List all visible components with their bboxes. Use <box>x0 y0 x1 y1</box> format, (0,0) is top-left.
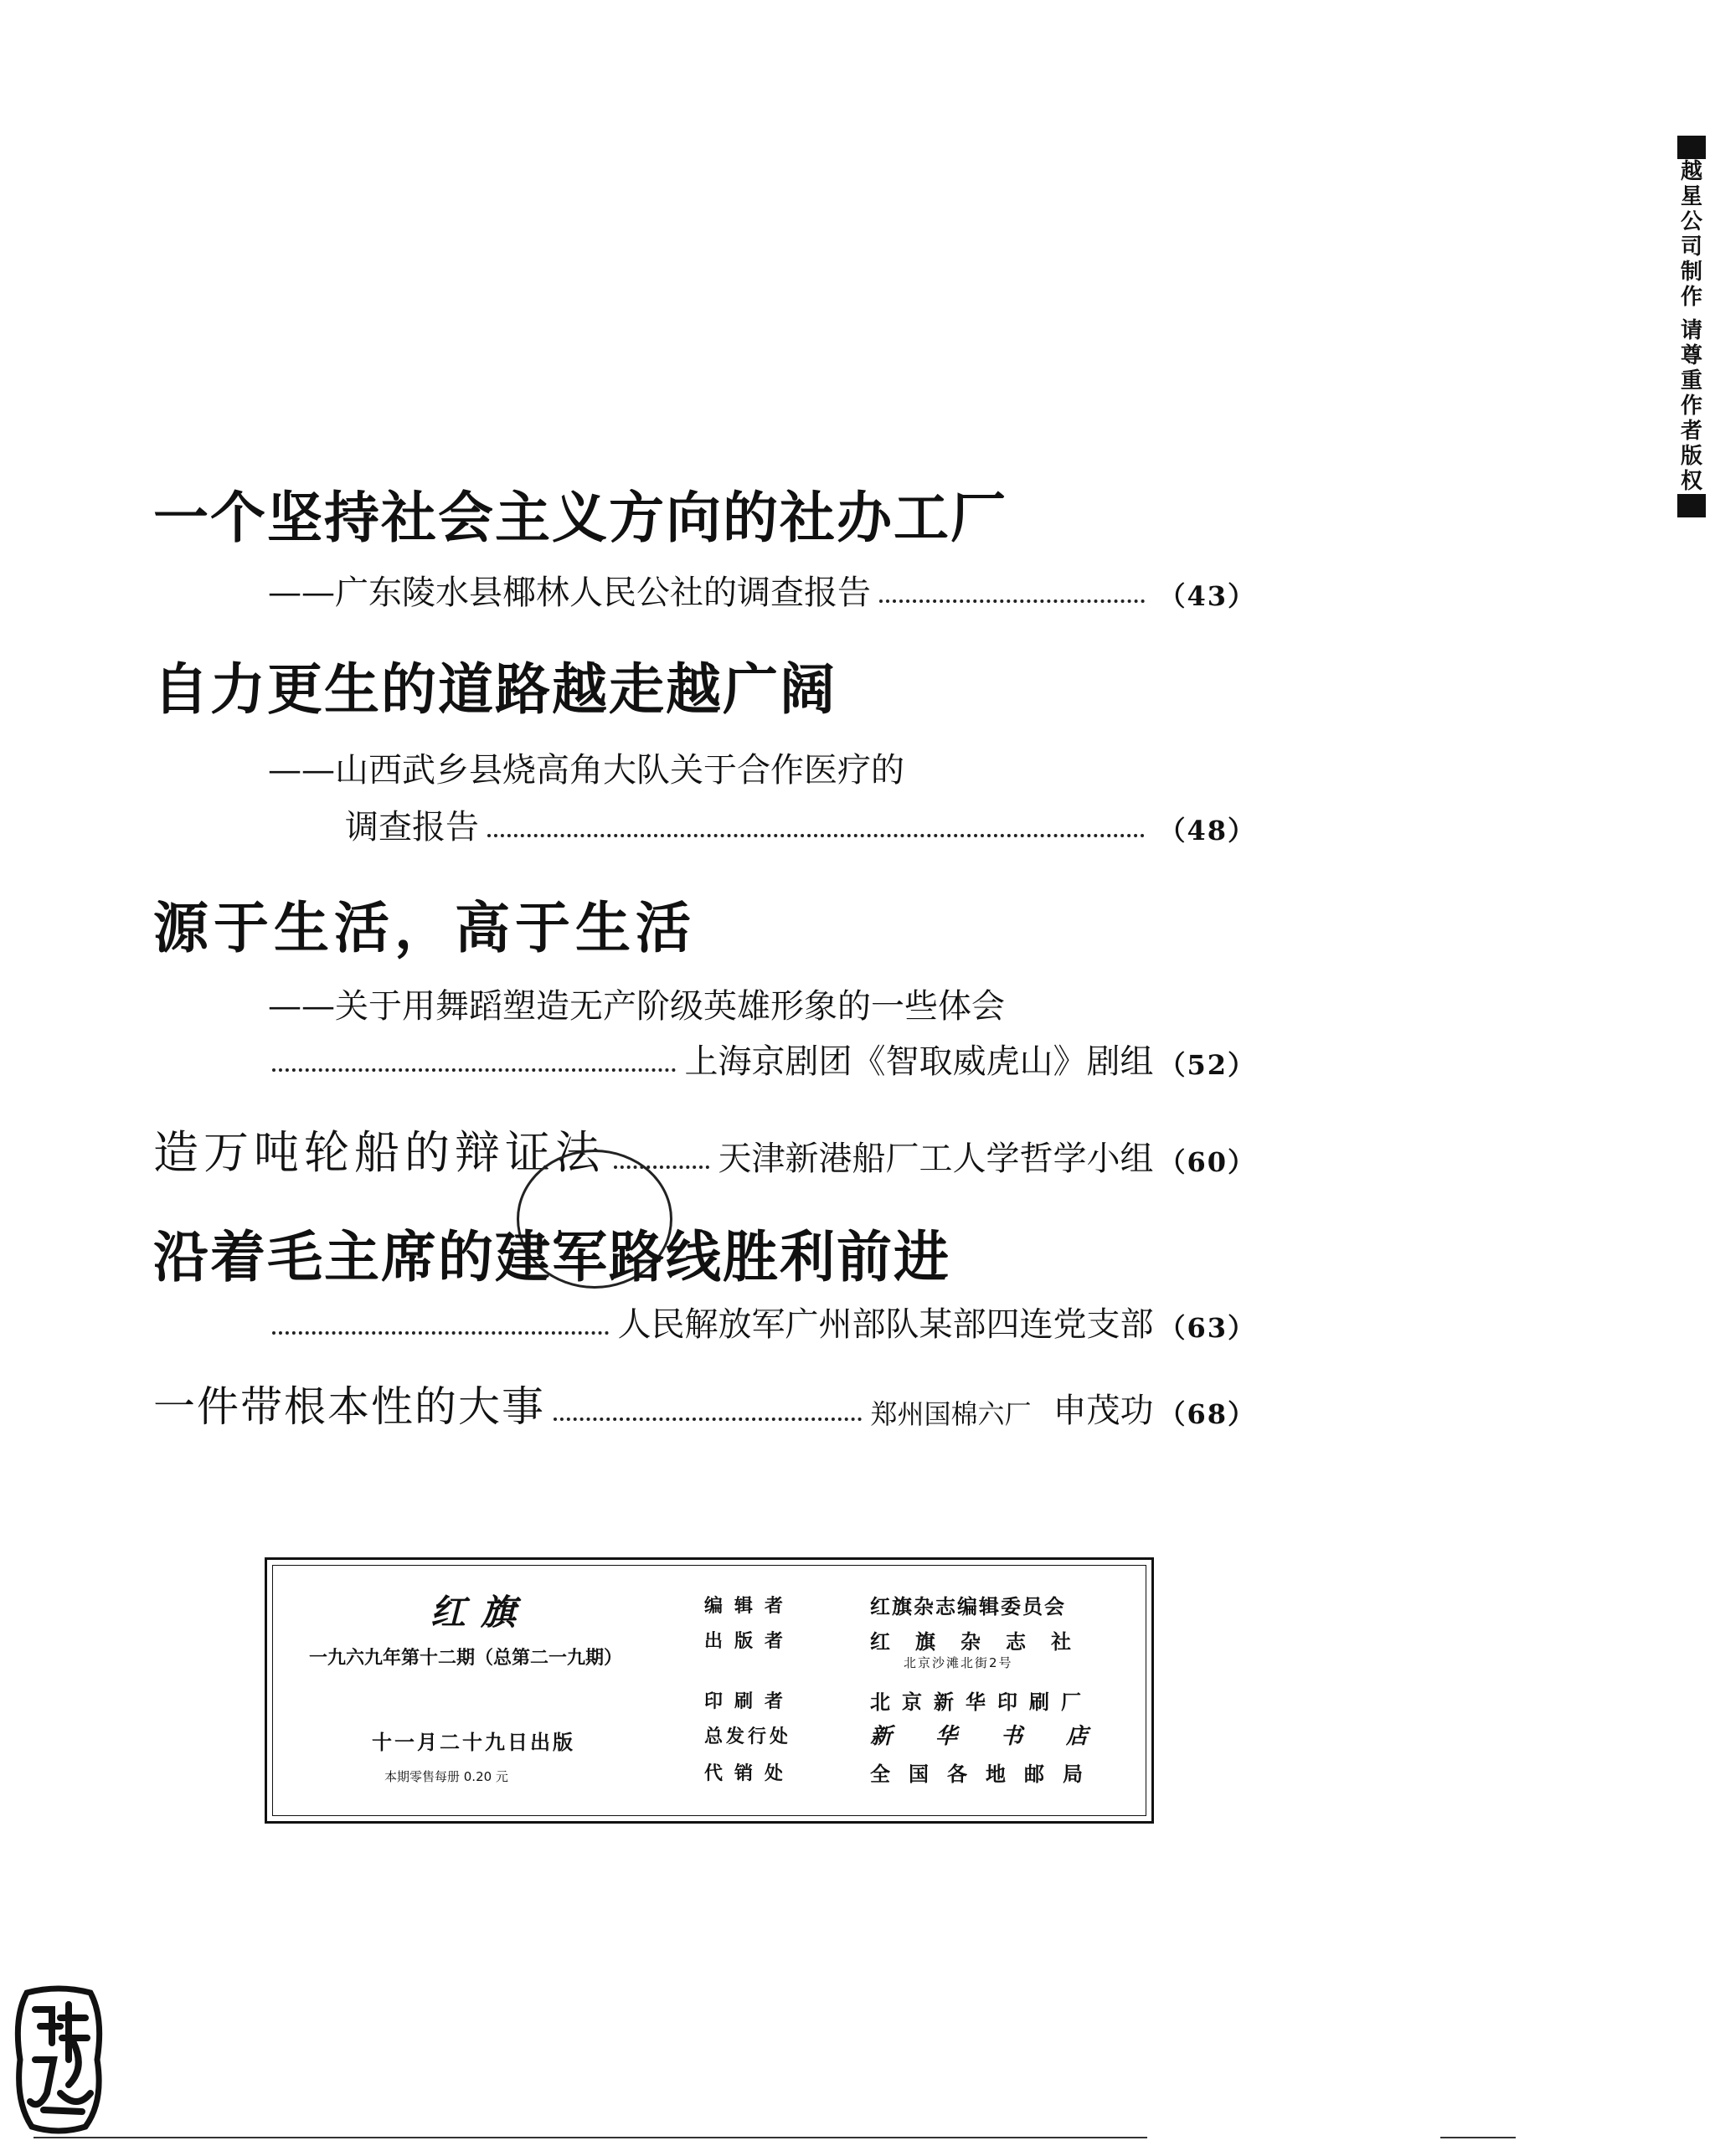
watermark-char: 重 <box>1680 368 1702 394</box>
label-agent: 代销处 <box>704 1763 796 1784</box>
watermark-top-bar <box>1677 136 1706 159</box>
toc-line-2[interactable] <box>345 810 1256 844</box>
leader-dots <box>272 1331 609 1335</box>
toc-title-3[interactable]: 源于生活，高于生活 <box>153 895 696 960</box>
footer-rule <box>33 2137 1147 2138</box>
publish-date: 十一月二十九日出版 <box>372 1731 575 1754</box>
toc-line-4[interactable] <box>153 1126 1256 1179</box>
watermark-char: 版 <box>1680 444 1702 469</box>
toc-title-2[interactable]: 自力更生的道路越走越广阔 <box>153 656 837 722</box>
label-editor: 编辑者 <box>704 1596 796 1617</box>
toc-line-3[interactable] <box>272 1042 1256 1081</box>
leader-dots <box>554 1418 862 1421</box>
value-printer: 北京新华印刷厂 <box>870 1690 1093 1714</box>
toc-author-3: 上海京剧团《智取威虎山》剧组 <box>684 1042 1154 1081</box>
watermark-char: 星 <box>1680 184 1702 209</box>
leader-dots <box>487 834 1145 837</box>
watermark-char: 司 <box>1680 234 1702 260</box>
toc-title-4: 造万吨轮船的辩证法 <box>153 1126 605 1179</box>
value-distributor: 新华书店 <box>870 1724 1132 1749</box>
leader-dots <box>879 599 1145 603</box>
leader-dots <box>272 1068 676 1072</box>
watermark-char: 作 <box>1680 285 1702 310</box>
toc-title-1[interactable]: 一个坚持社会主义方向的社办工厂 <box>153 485 1007 550</box>
watermark-char: 制 <box>1680 260 1702 285</box>
toc-page-6: （68） <box>1158 1398 1256 1430</box>
watermark-char: 请 <box>1680 318 1702 343</box>
toc-subtitle-2a: ——山西武乡县烧高角大队关于合作医疗的 <box>268 751 904 790</box>
colophon-box <box>265 1557 1154 1824</box>
toc-author-4: 天津新港船厂工人学哲学小组 <box>718 1140 1154 1178</box>
issue-number: 一九六九年第十二期（总第二一九期） <box>309 1648 623 1669</box>
toc-subtitle-3: ——关于用舞蹈塑造无产阶级英雄形象的一些体会 <box>268 987 1005 1026</box>
magazine-name: 红旗 <box>430 1592 532 1633</box>
vertical-watermark <box>1676 136 1707 517</box>
toc-author-5: 人民解放军广州部队某部四连党支部 <box>617 1305 1154 1344</box>
toc-page-2: （48） <box>1158 815 1256 846</box>
toc-page-3: （52） <box>1158 1049 1256 1081</box>
price: 本期零售每册 0.20 元 <box>384 1769 508 1784</box>
label-printer: 印刷者 <box>704 1691 796 1712</box>
toc-page-4: （60） <box>1158 1146 1256 1178</box>
toc-title-6: 一件带根本性的大事 <box>153 1382 545 1431</box>
label-distributor: 总发行处 <box>704 1726 792 1747</box>
toc-title-5[interactable]: 沿着毛主席的建军路线胜利前进 <box>153 1224 950 1289</box>
toc-author-6: 申茂功 <box>1053 1392 1154 1430</box>
toc-line-5[interactable] <box>272 1305 1256 1344</box>
toc-page-5: （63） <box>1158 1312 1256 1344</box>
value-editor: 红旗杂志编辑委员会 <box>870 1595 1066 1618</box>
watermark-text <box>1681 159 1702 494</box>
toc-line-6[interactable] <box>153 1382 1256 1431</box>
value-publisher: 红旗杂志社 <box>870 1630 1096 1654</box>
toc-line-1[interactable] <box>268 576 1256 610</box>
value-agent: 全国各地邮局 <box>870 1762 1101 1786</box>
seal-stamp <box>10 1984 107 2135</box>
footer-rule-right <box>1440 2137 1516 2138</box>
publisher-address: 北京沙滩北街2号 <box>904 1655 1013 1670</box>
watermark-bottom-bar <box>1677 494 1706 517</box>
watermark-char: 权 <box>1680 469 1702 494</box>
watermark-char: 作 <box>1680 394 1702 419</box>
watermark-char: 者 <box>1680 419 1702 444</box>
toc-author-unit-6: 郑州国棉六厂 <box>870 1398 1032 1430</box>
label-publisher: 出版者 <box>704 1631 796 1652</box>
toc-page-1: （43） <box>1158 580 1256 612</box>
watermark-char: 越 <box>1680 159 1702 184</box>
toc-subtitle-2b: 调查报告 <box>345 808 479 846</box>
toc-subtitle-1: ——广东陵水县椰林人民公社的调查报告 <box>268 574 871 612</box>
watermark-char: 尊 <box>1680 343 1702 368</box>
watermark-char: 公 <box>1680 209 1702 234</box>
